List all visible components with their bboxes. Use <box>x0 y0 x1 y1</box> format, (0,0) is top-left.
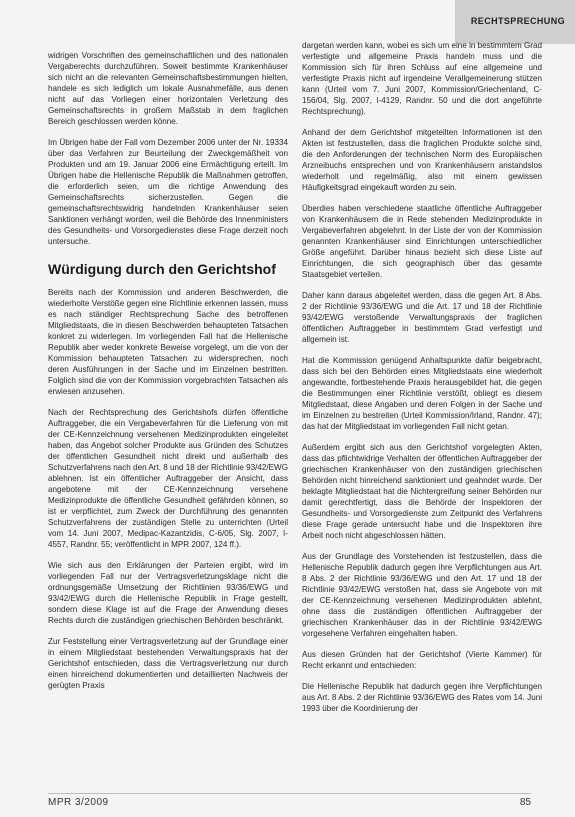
paragraph: Daher kann daraus abgeleitet werden, dass die gegen Art. 8 Abs. 2 der Richtlinie 93/36/EWG und die Art. 17 und 18 der Richtlinie 93/42/EWG verstoßende Verwaltungspraxis der fraglichen öffentlichen Auftraggeber in bestimmtem Grad verfestigt und allgemein ist. <box>302 291 542 344</box>
paragraph: Die Hellenische Republik hat dadurch gegen ihre Verpflichtungen aus Art. 8 Abs. 2 der Richtlinie 93/36/EWG des Rates vom 14. Juni 1993 über die Koordinierung der <box>302 682 542 713</box>
paragraph: Überdies haben verschiedene staatliche öffentliche Auftraggeber von Krankenhäusern die in Rede stehenden Medizinprodukte in Vergabeverfahren abgelehnt. In der Liste der von der Kommission genannten Krankenhäuser sind Einrichtungen unterschiedlicher Größe angeführt. Darüber hinaus bezieht sich diese Liste auf Einrichtungen, die sich geographisch über das gesamte Staatsgebiet verteilen. <box>302 204 542 279</box>
page-number: 85 <box>519 797 531 808</box>
paragraph: Zur Feststellung einer Vertragsverletzung auf der Grundlage einer in einem Mitgliedstaat bestehenden Verwaltungspraxis hat der Gerichtshof entschieden, dass die Vertragsverletzung nur durch einen hinreichend dokumentierten und detaillierten Nachweis der gerügten Praxis <box>48 637 288 690</box>
paragraph: Aus der Grundlage des Vorstehenden ist festzustellen, dass die Hellenische Republik dadurch gegen ihre Verpflichtungen aus Art. 8 Abs. 2 der Richtlinie 93/36/EWG und den Art. 17 und 18 der Richtlinie 93/42/EWG verstoßen hat, dass sie Angebote von mit der CE-Kennzeichnung versehenen Medizinprodukten ablehnt, ohne dass die zuständigen öffentlichen Auftraggeber der griechischen Krankenhäuser das in der Richtlinie 93/42/EWG vorgesehene Verfahren eingehalten haben. <box>302 552 542 638</box>
paragraph: Im Übrigen habe der Fall vom Dezember 2006 unter der Nr. 19334 über das Verfahren zur Beurteilung der Zweckgemäßheit von Produkten und am 19. Januar 2006 eine Ermächtigung erteilt. Im Übrigen habe die Hellenische Republik die Maßnahmen getroffen, die erforderlich seien, um die richtige Anwendung des Gemeinschaftsrechts sicherzustellen. Gegen die gemeinschaftsrechtswidrig handelnden Krankenhäuser seien Sanktionen verhängt worden, weil die Behörde des Innenministers des Gesundheits- und Vorsorgedienstes diese Frage derzeit noch untersuche. <box>48 138 288 246</box>
paragraph: Bereits nach der Kommission und anderen Beschwerden, die wiederholte Verstöße gegen eine Richtlinie erkennen lassen, muss es nach ständiger Rechtsprechung Sache des betroffenen Mitgliedstaats, die in diesen Beschwerden behaupteten Tatsachen konkret zu widerlegen. Im vorliegenden Fall hat die Hellenische Republik aber weder konkrete Beweise vorgelegt, um die von der Kommission behaupteten Tatsachen zu widersprechen, noch deren Ausführungen in der Sache und im Einzelnen bestritten. Folglich sind die von der Kommission vorgebrachten Tatsachen als erwiesen anzusehen. <box>48 288 288 396</box>
left-column <box>48 50 288 701</box>
paragraph: widrigen Vorschriften des gemeinschaftlichen und des nationalen Vergaberechts durchzuführen. Soweit bestimmte Krankenhäuser sich nicht an die relevanten Gemeinschaftsbestimmungen hielten, handele es sich lediglich um lokale Ausnahmefälle, aus denen nicht auf das Vorliegen einer horizontalen Verletzung des Gemeinschaftsrechts in großem Maßstab in dem fraglichen Bereich geschlossen werden könne. <box>48 51 288 126</box>
paragraph: Anhand der dem Gerichtshof mitgeteilten Informationen ist den Akten ist festzustellen, dass die fraglichen Produkte solche sind, die den Anforderungen der technischen Norm des Europäischen Arzneibuchs entsprechen und von Krankenhäusern anstandslos wiederholt und regelmäßig, also mit einem gewissen Häufigkeitsgrad eingekauft worden zu sein. <box>302 128 542 192</box>
right-column <box>302 40 542 724</box>
paragraph: Nach der Rechtsprechung des Gerichtshofs dürfen öffentliche Auftraggeber, die ein Vergabeverfahren für die Lieferung von mit der CE-Kennzeichnung versehenen Medizinprodukten eingeleitet haben, das Angebot solcher Produkte aus Gründen des Schutzes der öffentlichen Gesundheit nicht direkt und außerhalb des Schutzverfahrens nach den Art. 8 und 18 der Richtlinie 93/42/EWG ablehnen. Ist ein öffentlicher Auftraggeber der Ansicht, dass angebotene mit der CE-Kennzeichnung versehene Medizinprodukte die öffentliche Gesundheit gefährden können, so ist er verpflichtet, zum Zweck der Durchführung des genannten Schutzverfahrens der zuständigen Stelle zu unterrichten (Urteil vom 14. Juni 2007, Medipac-Kazantzidis, C-6/05, Slg. 2007, I-4557, Randnr. 55; veröffentlicht in MPR 2007, 124 ff.). <box>48 408 288 549</box>
journal-issue: MPR 3/2009 <box>48 797 109 808</box>
paragraph: dargetan werden kann, wobei es sich um eine in bestimmtem Grad verfestigte und allgemeine Praxis handeln muss und die Kommission sich für ihren Schluss auf eine allgemeine und verfestigte Praxis nicht auf irgendeine Verallgemeinerung stützen kann (Urteil vom 7. Juni 2007, Kommission/Griechenland, C-156/04, Slg. 2007, I-4129, Randnr. 50 und die dort angeführte Rechtsprechung). <box>302 41 542 116</box>
section-label: RECHTSPRECHUNG <box>470 16 565 26</box>
paragraph: Außerdem ergibt sich aus den Gerichtshof vorgelegten Akten, dass das pflichtwidrige Verhalten der öffentlichen Auftraggeber der griechischen Krankenhäuser von den zuständigen griechischen Behörden nicht hinreichend sanktioniert und geahndet wurde. Der beklagte Mitgliedstaat hat die Nichtergreifung seiner Behörden nur damit gerechtfertigt, dass die Behörde der Inspektoren der Gesundheits- und Vorsorgedienste zum Zeitpunkt des Verfahrens diese Frage gerade untersucht habe und die Inspektoren ihre Arbeit noch nicht abgeschlossen hätten. <box>302 443 542 540</box>
section-heading: Würdigung durch den Gerichtshof <box>48 261 276 277</box>
paragraph: Hat die Kommission genügend Anhaltspunkte dafür beigebracht, dass sich bei den Behörden eines Mitgliedstaats eine wiederholt angewandte, fortbestehende Praxis herausgebildet hat, die gegen die Bestimmungen einer Richtlinie verstößt, obliegt es diesem Mitgliedstaat, diese Angaben und deren Folgen in der Sache und im Einzelnen zu bestreiten (Urteil Kommission/Irland, Randnr. 47); das hat der Mitgliedstaat im vorliegenden Fall nicht getan. <box>302 356 542 431</box>
footer-rule <box>48 793 531 794</box>
paragraph: Aus diesen Gründen hat der Gerichtshof (Vierte Kammer) für Recht erkannt und entschieden: <box>302 650 542 670</box>
paragraph: Wie sich aus den Erklärungen der Parteien ergibt, wird im vorliegenden Fall nur der Vertragsverletzungsklage nicht die ordnungsgemäße Umsetzung der Richtlinien 93/36/EWG und 93/42/EWG durch die Hellenische Republik in Frage gestellt, sondern diese Klage ist auf die Frage der Anwendung dieses Rechts durch die zuständigen griechischen Behörden beschränkt. <box>48 561 288 625</box>
